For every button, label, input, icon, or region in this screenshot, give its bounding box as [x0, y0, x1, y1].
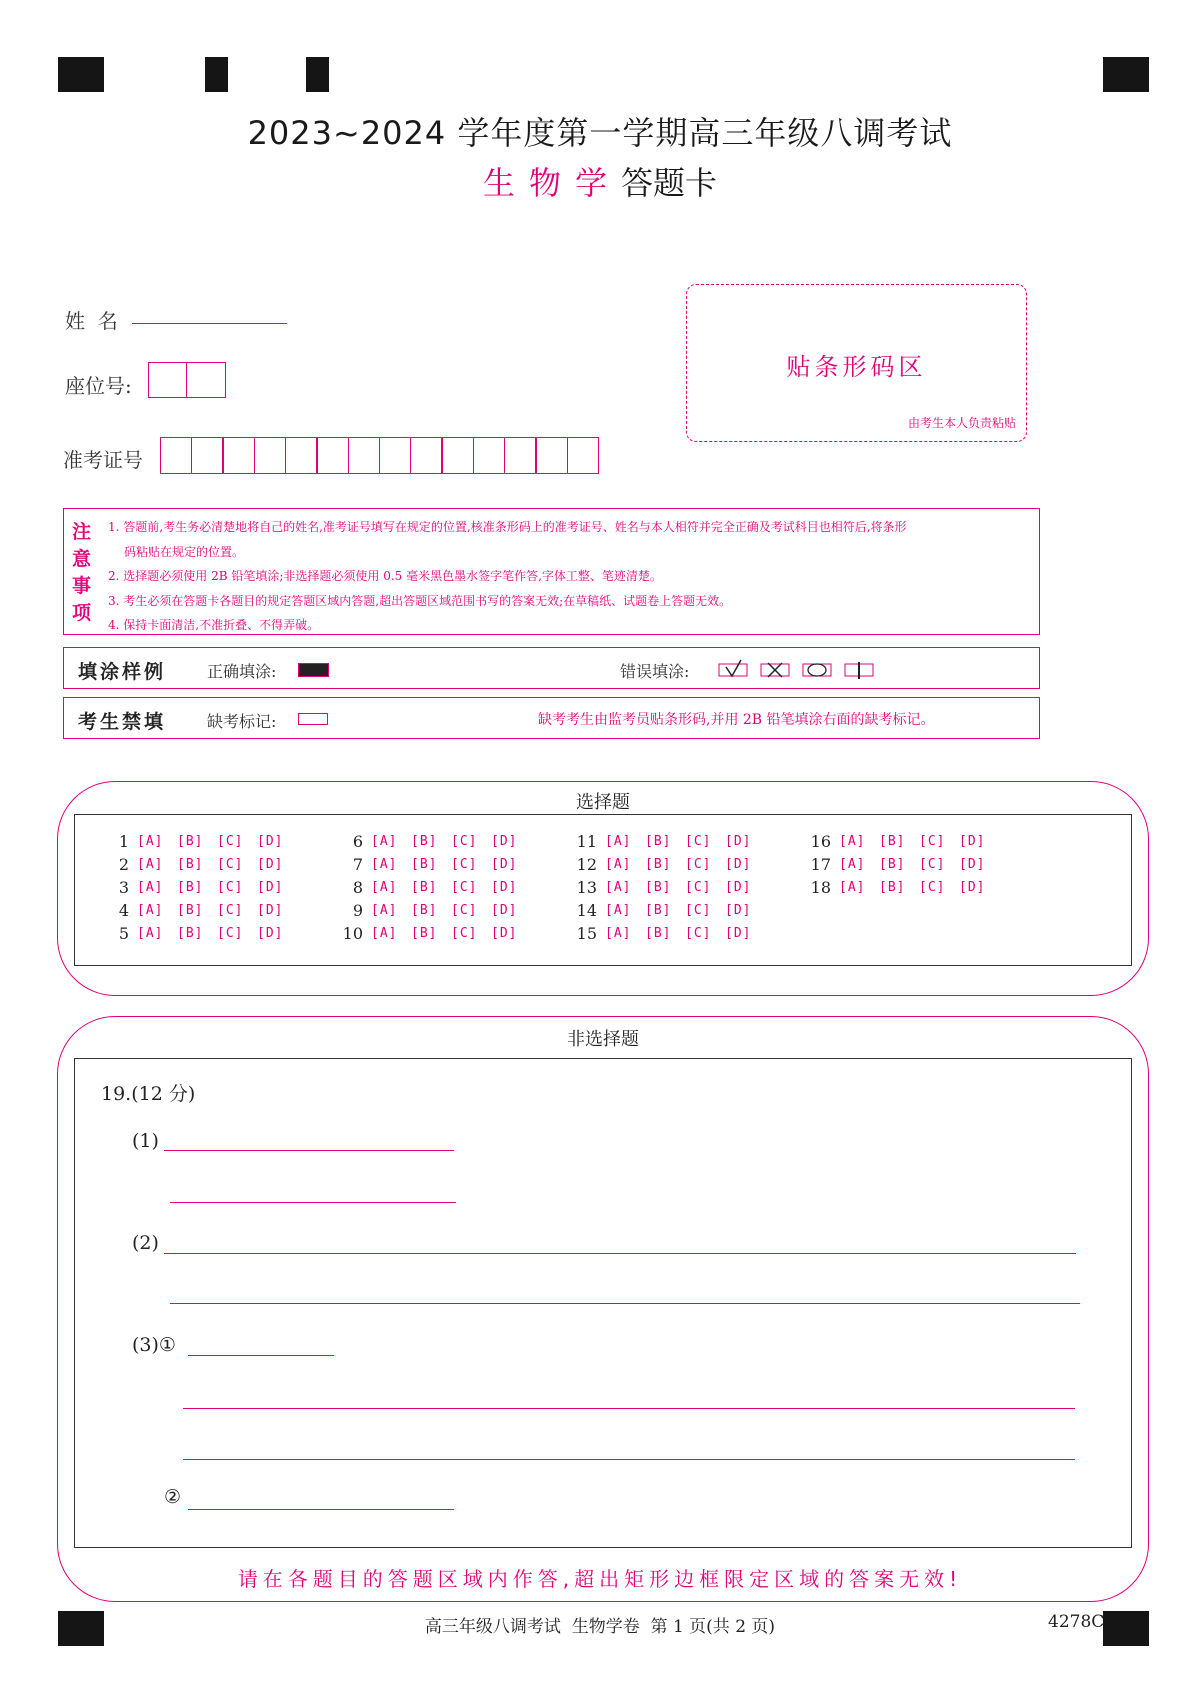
choice-option-c[interactable]: [C] — [919, 857, 946, 872]
choice-option-c[interactable]: [C] — [685, 880, 712, 895]
choice-option-b[interactable]: [B] — [177, 834, 204, 849]
choice-option-a[interactable]: [A] — [605, 903, 632, 918]
notice-item: 2. 选择题必须使用 2B 铅笔填涂;非选择题必须使用 0.5 毫米黑色墨水签字笔作答,字体工整、笔迹清楚。 — [108, 569, 662, 583]
choice-option-b[interactable]: [B] — [879, 834, 906, 849]
choice-option-d[interactable]: [D] — [725, 903, 752, 918]
exam-number-cell[interactable] — [348, 437, 380, 474]
choice-option-c[interactable]: [C] — [217, 857, 244, 872]
question-number: 11 — [576, 832, 597, 851]
barcode-label: 贴条形码区 — [786, 353, 927, 381]
choice-section-title: 选择题 — [576, 792, 630, 813]
exam-number-cell[interactable] — [473, 437, 505, 474]
choice-option-d[interactable]: [D] — [959, 880, 986, 895]
choice-option-a[interactable]: [A] — [137, 834, 164, 849]
choice-option-a[interactable]: [A] — [137, 903, 164, 918]
registration-marker — [1103, 57, 1149, 92]
notice-heading: 注意事项 — [72, 521, 92, 624]
choice-row — [103, 854, 323, 876]
registration-marker — [306, 57, 329, 92]
page-footer: 高三年级八调考试 生物学卷 第 1 页(共 2 页) — [424, 1617, 776, 1637]
wrong-fill-cross — [761, 663, 789, 677]
choice-answer-box — [74, 814, 1132, 966]
choice-option-d[interactable]: [D] — [257, 857, 284, 872]
choice-option-c[interactable]: [C] — [685, 926, 712, 941]
choice-option-c[interactable]: [C] — [451, 903, 478, 918]
choice-option-b[interactable]: [B] — [645, 926, 672, 941]
choice-option-a[interactable]: [A] — [371, 903, 398, 918]
choice-option-d[interactable]: [D] — [257, 926, 284, 941]
choice-row — [571, 854, 791, 876]
name-field[interactable] — [132, 301, 287, 324]
barcode-note: 由考生本人负责粘贴 — [907, 416, 1016, 430]
choice-option-d[interactable]: [D] — [725, 834, 752, 849]
answer-line[interactable] — [188, 1487, 454, 1510]
answer-line[interactable] — [170, 1180, 456, 1203]
part-1-label: (1) — [132, 1130, 159, 1152]
choice-option-b[interactable]: [B] — [645, 903, 672, 918]
part-2-label: (2) — [132, 1232, 159, 1254]
choice-row — [337, 923, 557, 945]
answer-line[interactable] — [183, 1437, 1075, 1460]
choice-option-c[interactable]: [C] — [451, 926, 478, 941]
choice-option-b[interactable]: [B] — [411, 903, 438, 918]
exam-number-cell[interactable] — [254, 437, 286, 474]
choice-option-d[interactable]: [D] — [959, 834, 986, 849]
choice-option-b[interactable]: [B] — [879, 880, 906, 895]
choice-option-c[interactable]: [C] — [919, 880, 946, 895]
notice-item: 码粘贴在规定的位置。 — [124, 544, 245, 559]
choice-option-d[interactable]: [D] — [725, 857, 752, 872]
choice-option-a[interactable]: [A] — [839, 857, 866, 872]
question-number: 5 — [118, 924, 129, 943]
paper-code: 4278C — [1048, 1612, 1105, 1632]
exam-number-cell[interactable] — [504, 437, 536, 474]
choice-row — [337, 877, 557, 899]
forbidden-bar — [63, 697, 1040, 739]
question-number: 7 — [352, 855, 363, 874]
choice-row — [805, 854, 1025, 876]
exam-number-cell[interactable] — [536, 437, 568, 474]
question-number: 9 — [352, 901, 363, 920]
choice-option-c[interactable]: [C] — [685, 857, 712, 872]
choice-row — [337, 854, 557, 876]
notice-item: 3. 考生必须在答题卡各题目的规定答题区域内答题,超出答题区域范围书写的答案无效;在草稿纸、试题卷上答题无效。 — [108, 593, 732, 608]
choice-row — [103, 900, 323, 922]
choice-option-a[interactable]: [A] — [371, 926, 398, 941]
question-number: 12 — [576, 855, 597, 874]
question-number: 18 — [810, 878, 831, 897]
wrong-fill-samples — [718, 657, 878, 681]
question-number: 17 — [810, 855, 831, 874]
question-number: 3 — [118, 878, 129, 897]
choice-row — [571, 900, 791, 922]
choice-option-b[interactable]: [B] — [177, 903, 204, 918]
notice-item: 4. 保持卡面清洁,不准折叠、不得弄破。 — [108, 618, 320, 632]
registration-marker — [205, 57, 228, 92]
choice-option-b[interactable]: [B] — [411, 880, 438, 895]
choice-option-d[interactable]: [D] — [257, 903, 284, 918]
seat-label: 座位号: — [65, 374, 132, 398]
choice-option-b[interactable]: [B] — [645, 857, 672, 872]
choice-option-d[interactable]: [D] — [491, 857, 518, 872]
absent-mark-label: 缺考标记: — [207, 712, 277, 731]
exam-number-label: 准考证号 — [63, 448, 143, 472]
card-title — [0, 158, 1200, 204]
choice-option-d[interactable]: [D] — [491, 880, 518, 895]
absent-mark-box[interactable] — [298, 713, 328, 725]
choice-row — [103, 831, 323, 853]
seat-cell[interactable] — [148, 362, 187, 398]
question-number: 14 — [576, 901, 597, 920]
choice-option-c[interactable]: [C] — [217, 926, 244, 941]
question-number: 2 — [118, 855, 129, 874]
choice-option-a[interactable]: [A] — [137, 857, 164, 872]
nonchoice-section — [57, 1016, 1149, 1602]
question-number: 13 — [576, 878, 597, 897]
exam-number-cell[interactable] — [160, 437, 192, 474]
choice-row — [571, 923, 791, 945]
choice-option-a[interactable]: [A] — [605, 857, 632, 872]
choice-option-a[interactable]: [A] — [605, 926, 632, 941]
fill-sample-bar — [63, 647, 1040, 689]
exam-number-cell[interactable] — [567, 437, 599, 474]
subject-name: 生物学 — [482, 164, 621, 202]
choice-option-a[interactable]: [A] — [839, 834, 866, 849]
wrong-fill-stroke — [845, 662, 873, 679]
choice-option-d[interactable]: [D] — [491, 834, 518, 849]
choice-row — [337, 900, 557, 922]
exam-number-cell[interactable] — [410, 437, 442, 474]
part-3-label: (3)① — [132, 1334, 176, 1356]
fill-sample-title: 填涂样例 — [78, 661, 167, 683]
answer-line[interactable] — [164, 1231, 1076, 1254]
choice-option-b[interactable]: [B] — [411, 857, 438, 872]
choice-option-b[interactable]: [B] — [177, 857, 204, 872]
choice-row — [103, 923, 323, 945]
barcode-area — [686, 284, 1027, 442]
question-number: 1 — [118, 832, 129, 851]
card-title-suffix: 答题卡 — [621, 164, 718, 202]
choice-option-d[interactable]: [D] — [491, 903, 518, 918]
choice-option-c[interactable]: [C] — [685, 834, 712, 849]
choice-option-b[interactable]: [B] — [177, 880, 204, 895]
choice-option-a[interactable]: [A] — [605, 834, 632, 849]
answer-line[interactable] — [170, 1281, 1080, 1304]
forbidden-title: 考生禁填 — [78, 711, 167, 733]
exam-title: 2023~2024 学年度第一学期高三年级八调考试 — [247, 114, 953, 152]
choice-option-b[interactable]: [B] — [177, 926, 204, 941]
wrong-fill-label: 错误填涂: — [620, 662, 690, 681]
choice-option-c[interactable]: [C] — [451, 834, 478, 849]
choice-row — [103, 877, 323, 899]
question-number: 6 — [352, 832, 363, 851]
question-number: 15 — [576, 924, 597, 943]
choice-option-b[interactable]: [B] — [411, 834, 438, 849]
exam-number-cell[interactable] — [223, 437, 255, 474]
question-number: 8 — [352, 878, 363, 897]
answer-line[interactable] — [183, 1386, 1075, 1409]
choice-option-c[interactable]: [C] — [217, 903, 244, 918]
choice-option-d[interactable]: [D] — [257, 880, 284, 895]
choice-option-d[interactable]: [D] — [491, 926, 518, 941]
nonchoice-section-title: 非选择题 — [567, 1029, 639, 1050]
choice-option-a[interactable]: [A] — [137, 926, 164, 941]
choice-option-d[interactable]: [D] — [959, 857, 986, 872]
choice-option-b[interactable]: [B] — [645, 880, 672, 895]
choice-option-a[interactable]: [A] — [137, 880, 164, 895]
exam-number-cell[interactable] — [317, 437, 349, 474]
registration-marker — [58, 57, 104, 92]
exam-number-cell[interactable] — [191, 437, 223, 474]
choice-option-d[interactable]: [D] — [257, 834, 284, 849]
wrong-fill-circle — [803, 664, 831, 676]
exam-number-cell[interactable] — [285, 437, 317, 474]
choice-row — [805, 831, 1025, 853]
choice-option-b[interactable]: [B] — [411, 926, 438, 941]
question-19-label: 19.(12 分) — [101, 1083, 196, 1105]
notice-item: 1. 答题前,考生务必清楚地将自己的姓名,准考证号填写在规定的位置,核准条形码上的准考证号、姓名与本人相符并完全正确及考试科目也相符后,将条形 — [108, 520, 907, 534]
choice-row — [571, 831, 791, 853]
choice-row — [571, 877, 791, 899]
question-number: 10 — [342, 924, 363, 943]
choice-option-a[interactable]: [A] — [371, 880, 398, 895]
choice-option-b[interactable]: [B] — [879, 857, 906, 872]
absent-note: 缺考考生由监考员贴条形码,并用 2B 铅笔填涂右面的缺考标记。 — [538, 712, 935, 728]
choice-option-a[interactable]: [A] — [839, 880, 866, 895]
choice-section — [57, 781, 1149, 996]
wrong-fill-check — [719, 660, 747, 676]
exam-number-cell[interactable] — [379, 437, 411, 474]
choice-option-c[interactable]: [C] — [685, 903, 712, 918]
choice-option-c[interactable]: [C] — [451, 857, 478, 872]
question-number: 16 — [810, 832, 831, 851]
answer-line[interactable] — [164, 1127, 454, 1151]
choice-option-d[interactable]: [D] — [725, 926, 752, 941]
choice-row — [337, 831, 557, 853]
seat-cell[interactable] — [186, 362, 226, 398]
notice-box — [63, 508, 1040, 635]
choice-option-d[interactable]: [D] — [725, 880, 752, 895]
exam-number-cell[interactable] — [442, 437, 474, 474]
answer-line[interactable] — [188, 1333, 334, 1356]
correct-fill-swatch — [298, 663, 329, 677]
part-3b-label: ② — [164, 1486, 182, 1508]
question-number: 4 — [118, 901, 129, 920]
notice-items — [108, 515, 1027, 638]
choice-row — [805, 877, 1025, 899]
choice-option-c[interactable]: [C] — [217, 880, 244, 895]
choice-option-c[interactable]: [C] — [451, 880, 478, 895]
name-label: 姓 名 — [65, 309, 118, 333]
choice-option-c[interactable]: [C] — [217, 834, 244, 849]
choice-option-b[interactable]: [B] — [645, 834, 672, 849]
choice-option-a[interactable]: [A] — [371, 834, 398, 849]
answer-area-warning: 请在各题目的答题区域内作答,超出矩形边框限定区域的答案无效! — [237, 1567, 963, 1591]
choice-option-a[interactable]: [A] — [605, 880, 632, 895]
choice-option-c[interactable]: [C] — [919, 834, 946, 849]
choice-option-a[interactable]: [A] — [371, 857, 398, 872]
correct-fill-label: 正确填涂: — [207, 662, 277, 681]
